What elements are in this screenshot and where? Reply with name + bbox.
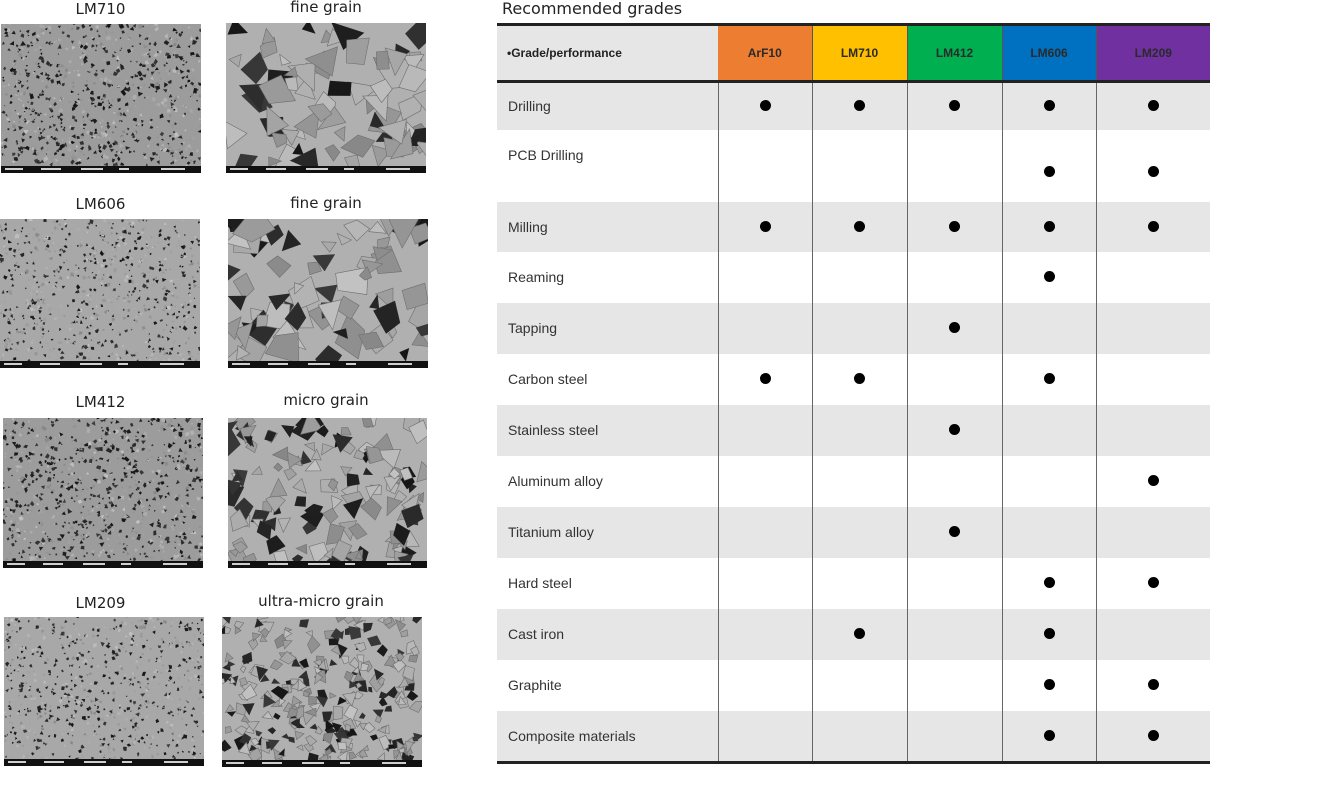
- micrograph-image: [228, 219, 428, 368]
- table-title: Recommended grades: [502, 0, 683, 18]
- table-row: [497, 456, 1210, 507]
- grade-cell: [812, 456, 907, 507]
- recommended-dot-icon: [1044, 166, 1055, 177]
- grade-cell: [718, 130, 812, 202]
- grade-cell: [812, 252, 907, 303]
- grade-cell: [718, 711, 812, 763]
- grade-cell: [718, 558, 812, 609]
- micrograph-image: [3, 418, 203, 568]
- grade-cell: [907, 82, 1002, 130]
- grade-cell: [1002, 354, 1096, 405]
- recommended-dot-icon: [1044, 730, 1055, 741]
- grade-cell: [718, 660, 812, 711]
- micrograph-image: [222, 617, 422, 767]
- row-label: Tapping: [497, 303, 718, 354]
- grade-cell: [907, 130, 1002, 202]
- grade-header-arf10: ArF10: [718, 25, 812, 82]
- grade-cell: [718, 303, 812, 354]
- grade-header-lm412: LM412: [907, 25, 1002, 82]
- micrograph-image: [4, 617, 204, 766]
- recommended-dot-icon: [949, 221, 960, 232]
- grade-cell: [1002, 405, 1096, 456]
- grade-cell: [1002, 82, 1096, 130]
- recommended-dot-icon: [949, 526, 960, 537]
- grade-cell: [718, 456, 812, 507]
- micrograph-scale-bar: [228, 361, 428, 368]
- grade-cell: [1096, 711, 1210, 763]
- grade-cell: [907, 202, 1002, 252]
- grade-cell: [907, 354, 1002, 405]
- recommended-dot-icon: [1148, 679, 1159, 690]
- table-header-row: [497, 25, 1210, 82]
- grade-cell: [718, 202, 812, 252]
- grade-cell: [1096, 130, 1210, 202]
- grade-cell: [1096, 303, 1210, 354]
- recommended-dot-icon: [949, 322, 960, 333]
- grade-cell: [812, 303, 907, 354]
- grade-cell: [1002, 252, 1096, 303]
- grade-cell: [1002, 130, 1096, 202]
- sample-grain-label: ultra-micro grain: [258, 592, 384, 610]
- grade-cell: [1096, 405, 1210, 456]
- row-label: Titanium alloy: [497, 507, 718, 558]
- grade-cell: [907, 303, 1002, 354]
- grade-cell: [812, 405, 907, 456]
- recommended-grades-table: [497, 23, 1210, 764]
- sample-grade-label: LM209: [75, 594, 126, 612]
- grade-cell: [718, 507, 812, 558]
- grade-cell: [812, 558, 907, 609]
- grade-cell: [812, 609, 907, 660]
- grade-cell: [1002, 507, 1096, 558]
- grade-cell: [1002, 660, 1096, 711]
- micrograph-scale-bar: [226, 166, 426, 173]
- table-row: [497, 405, 1210, 456]
- row-label: PCB Drilling: [508, 146, 584, 163]
- table-row: [497, 130, 1210, 202]
- grade-cell: [907, 660, 1002, 711]
- sample-grade-label: LM710: [75, 0, 126, 18]
- grade-cell: [1002, 303, 1096, 354]
- table-row: [497, 354, 1210, 405]
- micrograph-scale-bar: [4, 759, 204, 766]
- grade-cell: [907, 252, 1002, 303]
- row-label: Milling: [497, 202, 718, 252]
- grade-cell: [1002, 456, 1096, 507]
- grade-cell: [812, 711, 907, 763]
- table-row: [497, 252, 1210, 303]
- grade-cell: [907, 507, 1002, 558]
- grade-cell: [812, 202, 907, 252]
- grade-header-lm606: LM606: [1002, 25, 1096, 82]
- row-label: Hard steel: [508, 575, 572, 591]
- recommended-dot-icon: [854, 373, 865, 384]
- micrograph-scale-bar: [222, 760, 422, 767]
- recommended-dot-icon: [760, 373, 771, 384]
- recommended-dot-icon: [760, 100, 771, 111]
- recommended-dot-icon: [1044, 271, 1055, 282]
- sample-grade-label: LM412: [75, 393, 126, 411]
- grade-cell: [812, 354, 907, 405]
- recommended-dot-icon: [1148, 221, 1159, 232]
- micrograph-scale-bar: [1, 166, 201, 173]
- grade-cell: [812, 82, 907, 130]
- recommended-dot-icon: [1044, 577, 1055, 588]
- grade-header-lm209: LM209: [1096, 25, 1210, 82]
- grade-cell: [1096, 558, 1210, 609]
- table-row: [497, 711, 1210, 763]
- grade-cell: [718, 405, 812, 456]
- micrograph-scale-bar: [228, 561, 427, 568]
- grade-cell: [1096, 354, 1210, 405]
- recommended-dot-icon: [1044, 221, 1055, 232]
- table-row: [497, 660, 1210, 711]
- grade-cell: [718, 252, 812, 303]
- grade-cell: [907, 609, 1002, 660]
- recommended-dot-icon: [1148, 166, 1159, 177]
- grade-cell: [1096, 202, 1210, 252]
- grade-cell: [718, 354, 812, 405]
- grade-cell: [1096, 252, 1210, 303]
- grade-cell: [907, 558, 1002, 609]
- grade-cell: [1096, 507, 1210, 558]
- recommended-dot-icon: [854, 221, 865, 232]
- grade-performance-header: •Grade/performance: [497, 25, 718, 82]
- recommended-dot-icon: [1044, 373, 1055, 384]
- grade-cell: [1096, 660, 1210, 711]
- recommended-dot-icon: [949, 424, 960, 435]
- grade-cell: [1002, 711, 1096, 763]
- sample-grain-label: fine grain: [290, 0, 362, 16]
- sample-grade-label: LM606: [75, 195, 126, 213]
- grade-cell: [907, 405, 1002, 456]
- sample-grain-label: fine grain: [290, 194, 362, 212]
- micrograph-scale-bar: [0, 361, 200, 368]
- sample-grain-label: micro grain: [283, 391, 369, 409]
- grade-cell: [907, 456, 1002, 507]
- row-label: Carbon steel: [508, 371, 588, 387]
- grade-cell: [812, 660, 907, 711]
- grade-cell: [812, 507, 907, 558]
- table-row: [497, 202, 1210, 252]
- row-label: Stainless steel: [497, 405, 718, 456]
- row-label: Graphite: [508, 677, 562, 693]
- grade-cell: [1002, 202, 1096, 252]
- row-label: Drilling: [497, 82, 718, 130]
- grade-cell: [812, 130, 907, 202]
- table-row: [497, 507, 1210, 558]
- recommended-dot-icon: [1148, 100, 1159, 111]
- grade-cell: [1002, 609, 1096, 660]
- table-row: [497, 558, 1210, 609]
- recommended-dot-icon: [1044, 628, 1055, 639]
- recommended-dot-icon: [854, 628, 865, 639]
- micrograph-scale-bar: [3, 561, 203, 568]
- micrograph-image: [228, 418, 427, 568]
- recommended-dot-icon: [949, 100, 960, 111]
- table-row: [497, 303, 1210, 354]
- row-label: Aluminum alloy: [508, 473, 603, 489]
- row-label: Reaming: [508, 269, 565, 285]
- row-label: Composite materials: [497, 711, 718, 763]
- recommended-dot-icon: [1044, 679, 1055, 690]
- table-row: [497, 609, 1210, 660]
- grade-cell: [907, 711, 1002, 763]
- table-row: [497, 82, 1210, 130]
- grade-cell: [718, 609, 812, 660]
- grade-cell: [1096, 82, 1210, 130]
- grade-header-lm710: LM710: [812, 25, 907, 82]
- micrograph-image: [226, 23, 426, 173]
- micrograph-image: [0, 219, 200, 368]
- grade-cell: [1096, 609, 1210, 660]
- grade-cell: [1002, 558, 1096, 609]
- recommended-dot-icon: [1148, 730, 1159, 741]
- recommended-dot-icon: [1148, 475, 1159, 486]
- recommended-dot-icon: [854, 100, 865, 111]
- grade-cell: [1096, 456, 1210, 507]
- grade-cell: [718, 82, 812, 130]
- micrograph-image: [1, 24, 201, 173]
- recommended-dot-icon: [760, 221, 771, 232]
- recommended-dot-icon: [1148, 577, 1159, 588]
- row-label: Cast iron: [497, 609, 718, 660]
- recommended-dot-icon: [1044, 100, 1055, 111]
